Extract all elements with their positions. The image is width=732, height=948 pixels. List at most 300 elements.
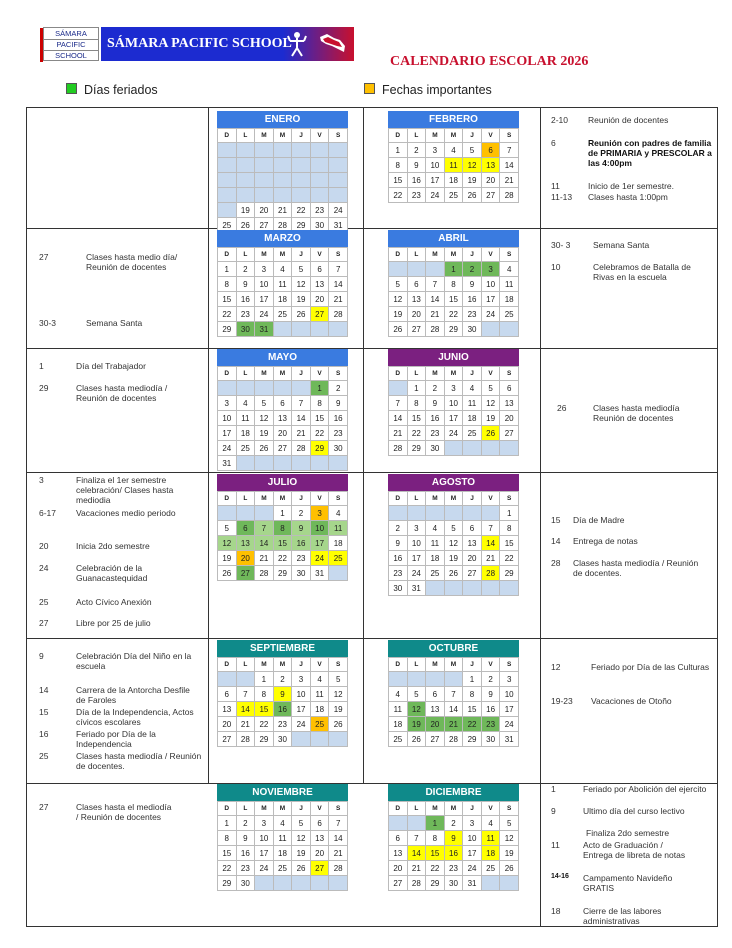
day-cell: 13 [273, 411, 292, 426]
day-cell [292, 732, 311, 747]
day-cell: 14 [426, 292, 445, 307]
weekday-label: M [444, 129, 463, 143]
weekday-label: L [407, 129, 426, 143]
weekday-label: S [500, 248, 519, 262]
day-cell: 1 [500, 506, 519, 521]
day-cell [292, 158, 311, 173]
month-junio [388, 349, 519, 456]
event-date: 6-17 [39, 508, 57, 518]
day-cell: 7 [407, 831, 426, 846]
day-cell: 18 [273, 846, 292, 861]
weekday-label: V [310, 248, 329, 262]
logo-line-1: SÁMARA [44, 29, 98, 40]
day-cell [426, 672, 445, 687]
day-cell: 1 [407, 381, 426, 396]
weekday-label: L [236, 129, 255, 143]
day-cell [329, 158, 348, 173]
day-cell: 17 [463, 846, 482, 861]
day-cell: 7 [292, 396, 311, 411]
month-days-table [388, 491, 519, 596]
weekday-label: M [255, 248, 274, 262]
day-cell: 2 [329, 381, 348, 396]
day-cell: 30 [389, 581, 408, 596]
day-cell: 28 [407, 876, 426, 891]
event-date: 12 [551, 662, 561, 672]
month-header: OCTUBRE [388, 640, 519, 657]
day-cell: 31 [255, 322, 274, 337]
day-cell: 8 [218, 831, 237, 846]
day-cell: 24 [255, 861, 274, 876]
day-cell: 11 [481, 831, 500, 846]
day-cell: 31 [407, 581, 426, 596]
weekday-label: L [236, 658, 255, 672]
day-cell: 4 [444, 143, 463, 158]
event-text: Clases hasta mediodía / Reunión de docentes [76, 383, 168, 403]
weekday-label: L [407, 802, 426, 816]
day-cell [310, 876, 329, 891]
month-septiembre [217, 640, 348, 747]
day-cell: 24 [426, 188, 445, 203]
day-cell: 28 [273, 218, 292, 233]
day-cell: 19 [463, 173, 482, 188]
day-cell: 6 [310, 262, 329, 277]
day-cell: 4 [273, 816, 292, 831]
day-cell: 9 [273, 687, 292, 702]
day-cell [481, 581, 500, 596]
weekday-label: V [481, 658, 500, 672]
day-cell: 27 [389, 876, 408, 891]
day-cell: 13 [389, 846, 408, 861]
day-cell: 26 [218, 566, 237, 581]
day-cell: 20 [218, 717, 237, 732]
weekday-label: L [407, 367, 426, 381]
day-cell: 26 [407, 732, 426, 747]
event-text: Vacaciones medio periodo [76, 508, 176, 518]
day-cell: 20 [389, 861, 408, 876]
day-cell: 4 [426, 521, 445, 536]
day-cell: 19 [481, 411, 500, 426]
day-cell: 23 [236, 861, 255, 876]
event-date: 1 [39, 361, 44, 371]
day-cell: 1 [389, 143, 408, 158]
day-cell [329, 322, 348, 337]
day-cell: 8 [407, 396, 426, 411]
day-cell: 1 [463, 672, 482, 687]
day-cell: 3 [500, 672, 519, 687]
weekday-label: D [218, 802, 237, 816]
day-cell: 27 [255, 218, 274, 233]
day-cell [218, 203, 237, 218]
column-divider [208, 107, 209, 783]
event-text: Acto Cívico Anexión [76, 597, 152, 607]
event-date: 11-13 [551, 192, 573, 202]
day-cell: 13 [426, 702, 445, 717]
day-cell: 14 [329, 831, 348, 846]
day-cell [236, 188, 255, 203]
day-cell: 10 [255, 277, 274, 292]
day-cell [310, 143, 329, 158]
weekday-label: V [310, 129, 329, 143]
day-cell: 18 [389, 717, 408, 732]
weekday-label: M [426, 129, 445, 143]
day-cell: 9 [389, 536, 408, 551]
day-cell: 11 [444, 158, 463, 173]
day-cell [255, 876, 274, 891]
day-cell: 6 [273, 396, 292, 411]
weekday-label: V [310, 802, 329, 816]
day-cell: 7 [329, 816, 348, 831]
day-cell: 10 [481, 277, 500, 292]
weekday-label: D [389, 129, 408, 143]
weekday-label: V [481, 129, 500, 143]
day-cell: 26 [236, 218, 255, 233]
day-cell: 15 [463, 702, 482, 717]
day-cell: 22 [463, 717, 482, 732]
day-cell: 16 [236, 292, 255, 307]
day-cell: 13 [463, 536, 482, 551]
day-cell: 29 [407, 441, 426, 456]
day-cell: 19 [292, 292, 311, 307]
month-julio [217, 474, 348, 581]
day-cell: 2 [273, 672, 292, 687]
day-cell: 24 [329, 203, 348, 218]
day-cell: 10 [310, 521, 329, 536]
day-cell [500, 322, 519, 337]
event-date: 19-23 [551, 696, 573, 706]
day-cell: 19 [329, 702, 348, 717]
event-text: Clases hasta mediodía / Reunión de docentes. [76, 751, 202, 771]
day-cell [218, 173, 237, 188]
weekday-label: V [310, 367, 329, 381]
weekday-label: J [292, 248, 311, 262]
weekday-label: J [292, 367, 311, 381]
day-cell [329, 188, 348, 203]
day-cell [292, 322, 311, 337]
month-days-table [217, 801, 348, 891]
day-cell [255, 506, 274, 521]
day-cell [329, 143, 348, 158]
weekday-label: M [255, 802, 274, 816]
day-cell: 4 [310, 672, 329, 687]
month-diciembre [388, 784, 519, 891]
event-text: Clases hasta 1:00pm [588, 192, 668, 202]
day-cell: 8 [389, 158, 408, 173]
day-cell: 17 [481, 292, 500, 307]
day-cell: 24 [255, 307, 274, 322]
day-cell: 27 [481, 188, 500, 203]
day-cell: 23 [329, 426, 348, 441]
day-cell: 25 [273, 307, 292, 322]
day-cell [310, 322, 329, 337]
day-cell: 15 [444, 292, 463, 307]
month-abril [388, 230, 519, 337]
day-cell [236, 173, 255, 188]
logo-line-3: SCHOOL [55, 51, 87, 60]
day-cell: 20 [500, 411, 519, 426]
day-cell: 21 [329, 846, 348, 861]
event-date: 29 [39, 383, 49, 393]
day-cell: 27 [218, 732, 237, 747]
day-cell: 29 [426, 876, 445, 891]
day-cell: 29 [218, 876, 237, 891]
day-cell: 18 [444, 173, 463, 188]
day-cell: 1 [310, 381, 329, 396]
day-cell [389, 672, 408, 687]
month-noviembre [217, 784, 348, 891]
event-text: Vacaciones de Otoño [591, 696, 672, 706]
day-cell: 1 [273, 506, 292, 521]
day-cell: 11 [389, 702, 408, 717]
day-cell: 31 [329, 218, 348, 233]
day-cell [426, 506, 445, 521]
day-cell [500, 441, 519, 456]
day-cell [310, 158, 329, 173]
day-cell: 15 [255, 702, 274, 717]
weekday-label: L [407, 492, 426, 506]
day-cell: 20 [481, 173, 500, 188]
weekday-label: M [426, 248, 445, 262]
day-cell: 27 [273, 441, 292, 456]
weekday-label: M [426, 802, 445, 816]
day-cell: 19 [236, 203, 255, 218]
day-cell: 3 [426, 143, 445, 158]
weekday-label: J [463, 367, 482, 381]
day-cell [310, 188, 329, 203]
day-cell: 22 [426, 861, 445, 876]
weekday-label: M [444, 367, 463, 381]
day-cell [389, 262, 408, 277]
day-cell: 22 [273, 551, 292, 566]
day-cell: 13 [310, 831, 329, 846]
day-cell: 1 [255, 672, 274, 687]
day-cell: 4 [329, 506, 348, 521]
day-cell: 18 [236, 426, 255, 441]
day-cell: 16 [389, 551, 408, 566]
day-cell: 10 [407, 536, 426, 551]
day-cell: 26 [292, 861, 311, 876]
day-cell [273, 381, 292, 396]
day-cell: 20 [407, 307, 426, 322]
day-cell: 3 [218, 396, 237, 411]
event-date: 30-3 [39, 318, 57, 328]
event-date: 9 [39, 651, 44, 661]
day-cell: 4 [463, 381, 482, 396]
day-cell [389, 381, 408, 396]
day-cell: 22 [389, 188, 408, 203]
day-cell: 2 [481, 672, 500, 687]
day-cell: 22 [444, 307, 463, 322]
day-cell [218, 143, 237, 158]
event-date: 27 [39, 618, 49, 628]
event-text: Cierre de las labores administrativas [583, 906, 662, 926]
event-date: 30- 3 [551, 240, 571, 250]
day-cell: 12 [407, 702, 426, 717]
weekday-label: L [407, 658, 426, 672]
row-divider [26, 228, 718, 229]
day-cell: 12 [218, 536, 237, 551]
day-cell: 3 [255, 262, 274, 277]
month-days-table [388, 801, 519, 891]
day-cell: 18 [273, 292, 292, 307]
weekday-label: D [218, 658, 237, 672]
weekday-label: V [481, 367, 500, 381]
weekday-label: D [218, 492, 237, 506]
weekday-label: S [500, 129, 519, 143]
day-cell: 20 [236, 551, 255, 566]
day-cell: 6 [218, 687, 237, 702]
day-cell: 21 [329, 292, 348, 307]
day-cell: 18 [329, 536, 348, 551]
day-cell: 20 [310, 292, 329, 307]
month-header: AGOSTO [388, 474, 519, 491]
day-cell: 24 [500, 717, 519, 732]
day-cell: 15 [407, 411, 426, 426]
event-text: Finaliza 2do semestre [586, 828, 670, 838]
day-cell [481, 441, 500, 456]
day-cell: 30 [329, 441, 348, 456]
day-cell: 6 [426, 687, 445, 702]
weekday-label: S [500, 367, 519, 381]
weekday-label: M [426, 658, 445, 672]
day-cell: 19 [444, 551, 463, 566]
day-cell [273, 158, 292, 173]
day-cell: 25 [236, 441, 255, 456]
event-text: Campamento Navideño GRATIS [583, 873, 673, 893]
day-cell [481, 506, 500, 521]
day-cell: 22 [218, 307, 237, 322]
holiday-legend-label: Días feriados [84, 83, 158, 97]
event-date: 15 [551, 515, 561, 525]
event-text: Inicio de 1er semestre. [588, 181, 674, 191]
day-cell: 30 [310, 218, 329, 233]
day-cell [407, 262, 426, 277]
day-cell: 12 [292, 277, 311, 292]
day-cell: 7 [500, 143, 519, 158]
day-cell [255, 456, 274, 471]
day-cell: 9 [407, 158, 426, 173]
logo-line-2: PACIFIC [44, 40, 98, 51]
day-cell: 7 [329, 262, 348, 277]
day-cell: 23 [463, 307, 482, 322]
day-cell [329, 566, 348, 581]
day-cell: 12 [463, 158, 482, 173]
weekday-label: M [273, 367, 292, 381]
month-days-table [217, 128, 348, 233]
weekday-label: D [389, 248, 408, 262]
day-cell: 10 [500, 687, 519, 702]
day-cell: 2 [389, 521, 408, 536]
day-cell: 3 [407, 521, 426, 536]
day-cell: 18 [500, 292, 519, 307]
day-cell: 13 [218, 702, 237, 717]
month-days-table [217, 247, 348, 337]
weekday-label: L [236, 802, 255, 816]
day-cell: 24 [407, 566, 426, 581]
weekday-label: V [481, 492, 500, 506]
day-cell: 10 [255, 831, 274, 846]
day-cell: 11 [236, 411, 255, 426]
day-cell: 12 [481, 396, 500, 411]
day-cell [444, 581, 463, 596]
day-cell [389, 506, 408, 521]
day-cell: 17 [444, 411, 463, 426]
day-cell: 2 [426, 381, 445, 396]
day-cell [463, 441, 482, 456]
event-date: 15 [39, 707, 49, 717]
event-text: Clases hasta medio día/ Reunión de docentes [86, 252, 178, 272]
day-cell: 16 [463, 292, 482, 307]
event-text: Libre por 25 de julio [76, 618, 151, 628]
day-cell: 29 [444, 322, 463, 337]
day-cell: 13 [407, 292, 426, 307]
day-cell: 6 [463, 521, 482, 536]
weekday-label: M [255, 492, 274, 506]
day-cell: 15 [218, 846, 237, 861]
event-date: 26 [557, 403, 567, 413]
day-cell: 5 [463, 143, 482, 158]
month-header: FEBRERO [388, 111, 519, 128]
day-cell [329, 456, 348, 471]
day-cell: 20 [255, 203, 274, 218]
day-cell: 16 [444, 846, 463, 861]
day-cell [329, 732, 348, 747]
day-cell [236, 456, 255, 471]
day-cell: 3 [255, 816, 274, 831]
month-header: JUNIO [388, 349, 519, 366]
weekday-label: M [444, 658, 463, 672]
day-cell: 23 [481, 717, 500, 732]
day-cell: 4 [273, 262, 292, 277]
event-date: 16 [39, 729, 49, 739]
day-cell: 19 [407, 717, 426, 732]
weekday-label: S [329, 129, 348, 143]
day-cell: 23 [407, 188, 426, 203]
day-cell: 15 [500, 536, 519, 551]
day-cell [292, 173, 311, 188]
event-date: 1 [551, 784, 556, 794]
weekday-label: S [329, 802, 348, 816]
day-cell: 28 [481, 566, 500, 581]
weekday-label: M [273, 492, 292, 506]
day-cell: 9 [236, 277, 255, 292]
day-cell: 2 [407, 143, 426, 158]
event-text: Inicia 2do semestre [76, 541, 150, 551]
day-cell: 28 [389, 441, 408, 456]
event-date: 25 [39, 751, 49, 761]
day-cell: 5 [407, 687, 426, 702]
day-cell: 23 [236, 307, 255, 322]
event-date: 11 [551, 840, 560, 850]
weekday-label: S [500, 802, 519, 816]
row-divider [26, 472, 718, 473]
month-days-table [388, 247, 519, 337]
day-cell [292, 188, 311, 203]
day-cell [273, 456, 292, 471]
weekday-label: V [310, 658, 329, 672]
day-cell: 13 [481, 158, 500, 173]
row-divider [26, 638, 718, 639]
month-days-table [217, 491, 348, 581]
day-cell: 16 [236, 846, 255, 861]
day-cell [292, 381, 311, 396]
event-text: Celebración Día del Niño en la escuela [76, 651, 192, 671]
day-cell: 30 [292, 566, 311, 581]
day-cell: 7 [481, 521, 500, 536]
month-days-table [388, 128, 519, 203]
day-cell: 17 [255, 846, 274, 861]
month-days-table [388, 366, 519, 456]
event-text: Clases hasta el mediodía / Reunión de docentes [76, 802, 172, 822]
